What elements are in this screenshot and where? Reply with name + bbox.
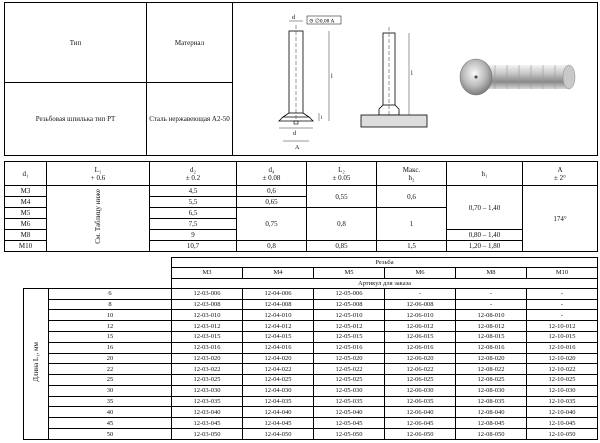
d4-cell: 0,75	[237, 208, 307, 241]
table-row	[24, 342, 598, 353]
table-row	[24, 407, 598, 418]
d2-cell: 10,7	[150, 241, 237, 252]
h2-cell: 0,6	[377, 186, 447, 208]
thread-col-m10: M10	[527, 268, 598, 278]
svg-text:l: l	[411, 71, 413, 77]
col-header-l2: L₂ ± 0.05	[307, 162, 377, 186]
order-code-cell: 12-05-006	[314, 288, 385, 299]
svg-text:A: A	[295, 145, 300, 151]
order-code-cell: 12-06-015	[385, 331, 456, 342]
svg-text:l: l	[331, 74, 333, 80]
d2-cell: 9	[150, 230, 237, 241]
order-code-header: Артикул для заказа	[172, 278, 598, 288]
d4-cell: 0,8	[237, 241, 307, 252]
order-code-cell: 12-03-008	[172, 299, 243, 310]
order-code-cell: 12-08-010	[456, 310, 527, 321]
length-cell: 50	[49, 429, 172, 440]
d1-cell: M10	[5, 241, 47, 252]
order-code-cell: 12-05-025	[314, 375, 385, 386]
order-code-cell: 12-04-006	[243, 288, 314, 299]
order-code-cell: 12-08-025	[456, 375, 527, 386]
d2-cell: 7,5	[150, 219, 237, 230]
order-code-cell: 12-10-035	[527, 396, 598, 407]
d4-cell: 0,65	[237, 197, 307, 208]
order-code-cell: 12-06-040	[385, 407, 456, 418]
h1-cell: 0,80 – 1,40	[447, 230, 523, 241]
order-code-cell: 12-10-015	[527, 331, 598, 342]
order-table	[23, 257, 598, 440]
l2-cell: 0,55	[307, 186, 377, 208]
svg-text:d: d	[292, 15, 295, 21]
order-code-cell: 12-06-016	[385, 342, 456, 353]
table-row	[24, 429, 598, 440]
table-row	[24, 288, 598, 299]
order-code-cell: 12-05-020	[314, 353, 385, 364]
length-cell: 6	[49, 288, 172, 299]
order-code-cell: 12-10-022	[527, 364, 598, 375]
d2-cell: 5,5	[150, 197, 237, 208]
order-code-cell: 12-05-040	[314, 407, 385, 418]
svg-text:⊙ ∅0,08 A: ⊙ ∅0,08 A	[309, 18, 335, 25]
length-cell: 22	[49, 364, 172, 375]
length-cell: 16	[49, 342, 172, 353]
order-code-cell: 12-10-040	[527, 407, 598, 418]
table-row	[24, 299, 598, 310]
order-code-cell: 12-04-025	[243, 375, 314, 386]
order-code-cell: -	[527, 299, 598, 310]
order-code-cell: 12-06-012	[385, 321, 456, 332]
d1-cell: M6	[5, 219, 47, 230]
order-code-cell: 12-03-012	[172, 321, 243, 332]
order-code-cell: 12-04-040	[243, 407, 314, 418]
order-code-cell: -	[527, 310, 598, 321]
order-code-cell: 12-08-020	[456, 353, 527, 364]
order-code-cell: 12-04-008	[243, 299, 314, 310]
order-code-cell: 12-06-010	[385, 310, 456, 321]
order-code-cell: 12-05-015	[314, 331, 385, 342]
order-code-cell: 12-04-022	[243, 364, 314, 375]
l1-note-cell: См. Таблицу ниже	[47, 186, 150, 252]
angle-cell: 174°	[523, 186, 598, 252]
type-label: Тип	[5, 3, 147, 83]
table-row	[24, 321, 598, 332]
d2-cell: 6,5	[150, 208, 237, 219]
table-row	[24, 331, 598, 342]
order-code-cell: 12-08-045	[456, 418, 527, 429]
length-cell: 8	[49, 299, 172, 310]
order-code-cell: -	[456, 299, 527, 310]
order-code-cell: 12-08-035	[456, 396, 527, 407]
col-header-d2: d₂ ± 0.2	[150, 162, 237, 186]
h1-cell: 0,70 – 1,40	[447, 186, 523, 230]
order-code-cell: 12-06-045	[385, 418, 456, 429]
dims-table	[4, 161, 598, 252]
order-code-cell: 12-04-035	[243, 396, 314, 407]
order-code-cell: 12-04-016	[243, 342, 314, 353]
thread-header: Резьба	[172, 258, 598, 268]
order-code-cell: 12-03-022	[172, 364, 243, 375]
l2-cell: 0,8	[307, 208, 377, 241]
order-code-cell: 12-10-012	[527, 321, 598, 332]
order-code-cell: 12-06-035	[385, 396, 456, 407]
order-code-cell: 12-08-015	[456, 331, 527, 342]
svg-text:d: d	[293, 131, 296, 137]
length-axis-label: Длина L₁, мм	[24, 288, 49, 439]
col-header-h1: h₁	[447, 162, 523, 186]
col-header-a: A ± 2°	[523, 162, 598, 186]
material-value: Сталь нержавеющая А2-50	[147, 83, 233, 156]
col-header-h2: Макс. h₂	[377, 162, 447, 186]
d1-cell: M8	[5, 230, 47, 241]
order-code-cell: 12-10-045	[527, 418, 598, 429]
order-code-cell: 12-04-015	[243, 331, 314, 342]
svg-text:l: l	[321, 116, 323, 121]
order-code-cell: 12-10-016	[527, 342, 598, 353]
order-code-cell: 12-03-025	[172, 375, 243, 386]
order-code-cell: 12-04-010	[243, 310, 314, 321]
col-header-d1: d₁	[5, 162, 47, 186]
order-code-cell: 12-03-020	[172, 353, 243, 364]
l2-cell: 0,85	[307, 241, 377, 252]
length-cell: 10	[49, 310, 172, 321]
order-code-cell: 12-05-016	[314, 342, 385, 353]
order-code-cell: 12-08-016	[456, 342, 527, 353]
length-cell: 12	[49, 321, 172, 332]
stud-drawing	[233, 3, 598, 154]
order-code-cell: 12-10-050	[527, 429, 598, 440]
order-code-cell: 12-08-022	[456, 364, 527, 375]
order-code-cell: 12-04-020	[243, 353, 314, 364]
order-code-cell: -	[456, 288, 527, 299]
order-code-cell: 12-06-008	[385, 299, 456, 310]
order-code-cell: 12-10-025	[527, 375, 598, 386]
thread-col-m5: M5	[314, 268, 385, 278]
order-code-cell: 12-05-012	[314, 321, 385, 332]
material-label: Материал	[147, 3, 233, 83]
order-code-cell: 12-06-050	[385, 429, 456, 440]
order-code-cell: 12-03-035	[172, 396, 243, 407]
d2-cell: 4,5	[150, 186, 237, 197]
order-code-cell: 12-06-025	[385, 375, 456, 386]
length-cell: 40	[49, 407, 172, 418]
order-code-cell: 12-06-022	[385, 364, 456, 375]
length-cell: 45	[49, 418, 172, 429]
order-code-cell: 12-10-020	[527, 353, 598, 364]
order-code-cell: 12-03-015	[172, 331, 243, 342]
length-cell: 20	[49, 353, 172, 364]
table-row	[24, 396, 598, 407]
order-code-cell: 12-03-016	[172, 342, 243, 353]
order-code-cell: 12-05-008	[314, 299, 385, 310]
drawing-cell	[233, 3, 598, 156]
order-code-cell: 12-04-050	[243, 429, 314, 440]
order-code-cell: 12-05-030	[314, 385, 385, 396]
col-header-l1: L₁ + 0.6	[47, 162, 150, 186]
order-code-cell: 12-08-050	[456, 429, 527, 440]
d1-cell: M3	[5, 186, 47, 197]
thread-col-m4: M4	[243, 268, 314, 278]
h2-cell: 1	[377, 208, 447, 241]
order-code-cell: 12-10-030	[527, 385, 598, 396]
order-code-cell: 12-08-030	[456, 385, 527, 396]
thread-col-m3: M3	[172, 268, 243, 278]
order-code-cell: 12-05-022	[314, 364, 385, 375]
order-code-cell: 12-04-012	[243, 321, 314, 332]
d1-cell: M5	[5, 208, 47, 219]
table-row	[24, 353, 598, 364]
table-row	[24, 310, 598, 321]
length-cell: 25	[49, 375, 172, 386]
order-code-cell: 12-05-010	[314, 310, 385, 321]
thread-col-m6: M6	[385, 268, 456, 278]
order-code-cell: 12-03-030	[172, 385, 243, 396]
d1-cell: M4	[5, 197, 47, 208]
order-code-cell: 12-08-012	[456, 321, 527, 332]
order-code-cell: 12-03-006	[172, 288, 243, 299]
order-code-cell: 12-03-040	[172, 407, 243, 418]
order-code-cell: 12-05-045	[314, 418, 385, 429]
h2-cell: 1,5	[377, 241, 447, 252]
d4-cell: 0,6	[237, 186, 307, 197]
order-code-cell: -	[385, 288, 456, 299]
order-code-cell: 12-03-050	[172, 429, 243, 440]
order-code-cell: 12-04-030	[243, 385, 314, 396]
order-code-cell: 12-06-030	[385, 385, 456, 396]
length-cell: 15	[49, 331, 172, 342]
type-value: Резьбовая шпилька тип PT	[5, 83, 147, 156]
order-code-cell: -	[527, 288, 598, 299]
order-code-cell: 12-04-045	[243, 418, 314, 429]
order-code-cell: 12-03-010	[172, 310, 243, 321]
order-code-cell: 12-06-020	[385, 353, 456, 364]
table-row	[24, 418, 598, 429]
length-cell: 35	[49, 396, 172, 407]
length-cell: 30	[49, 385, 172, 396]
blank-corner	[24, 258, 172, 289]
h1-cell: 1,20 – 1,80	[447, 241, 523, 252]
table-row	[24, 385, 598, 396]
table-row	[24, 375, 598, 386]
order-code-cell: 12-05-035	[314, 396, 385, 407]
order-code-cell: 12-08-040	[456, 407, 527, 418]
col-header-d4: d₄ ± 0.08	[237, 162, 307, 186]
thread-col-m8: M8	[456, 268, 527, 278]
header-table	[4, 2, 598, 156]
order-code-cell: 12-05-050	[314, 429, 385, 440]
table-row	[24, 364, 598, 375]
order-code-cell: 12-03-045	[172, 418, 243, 429]
